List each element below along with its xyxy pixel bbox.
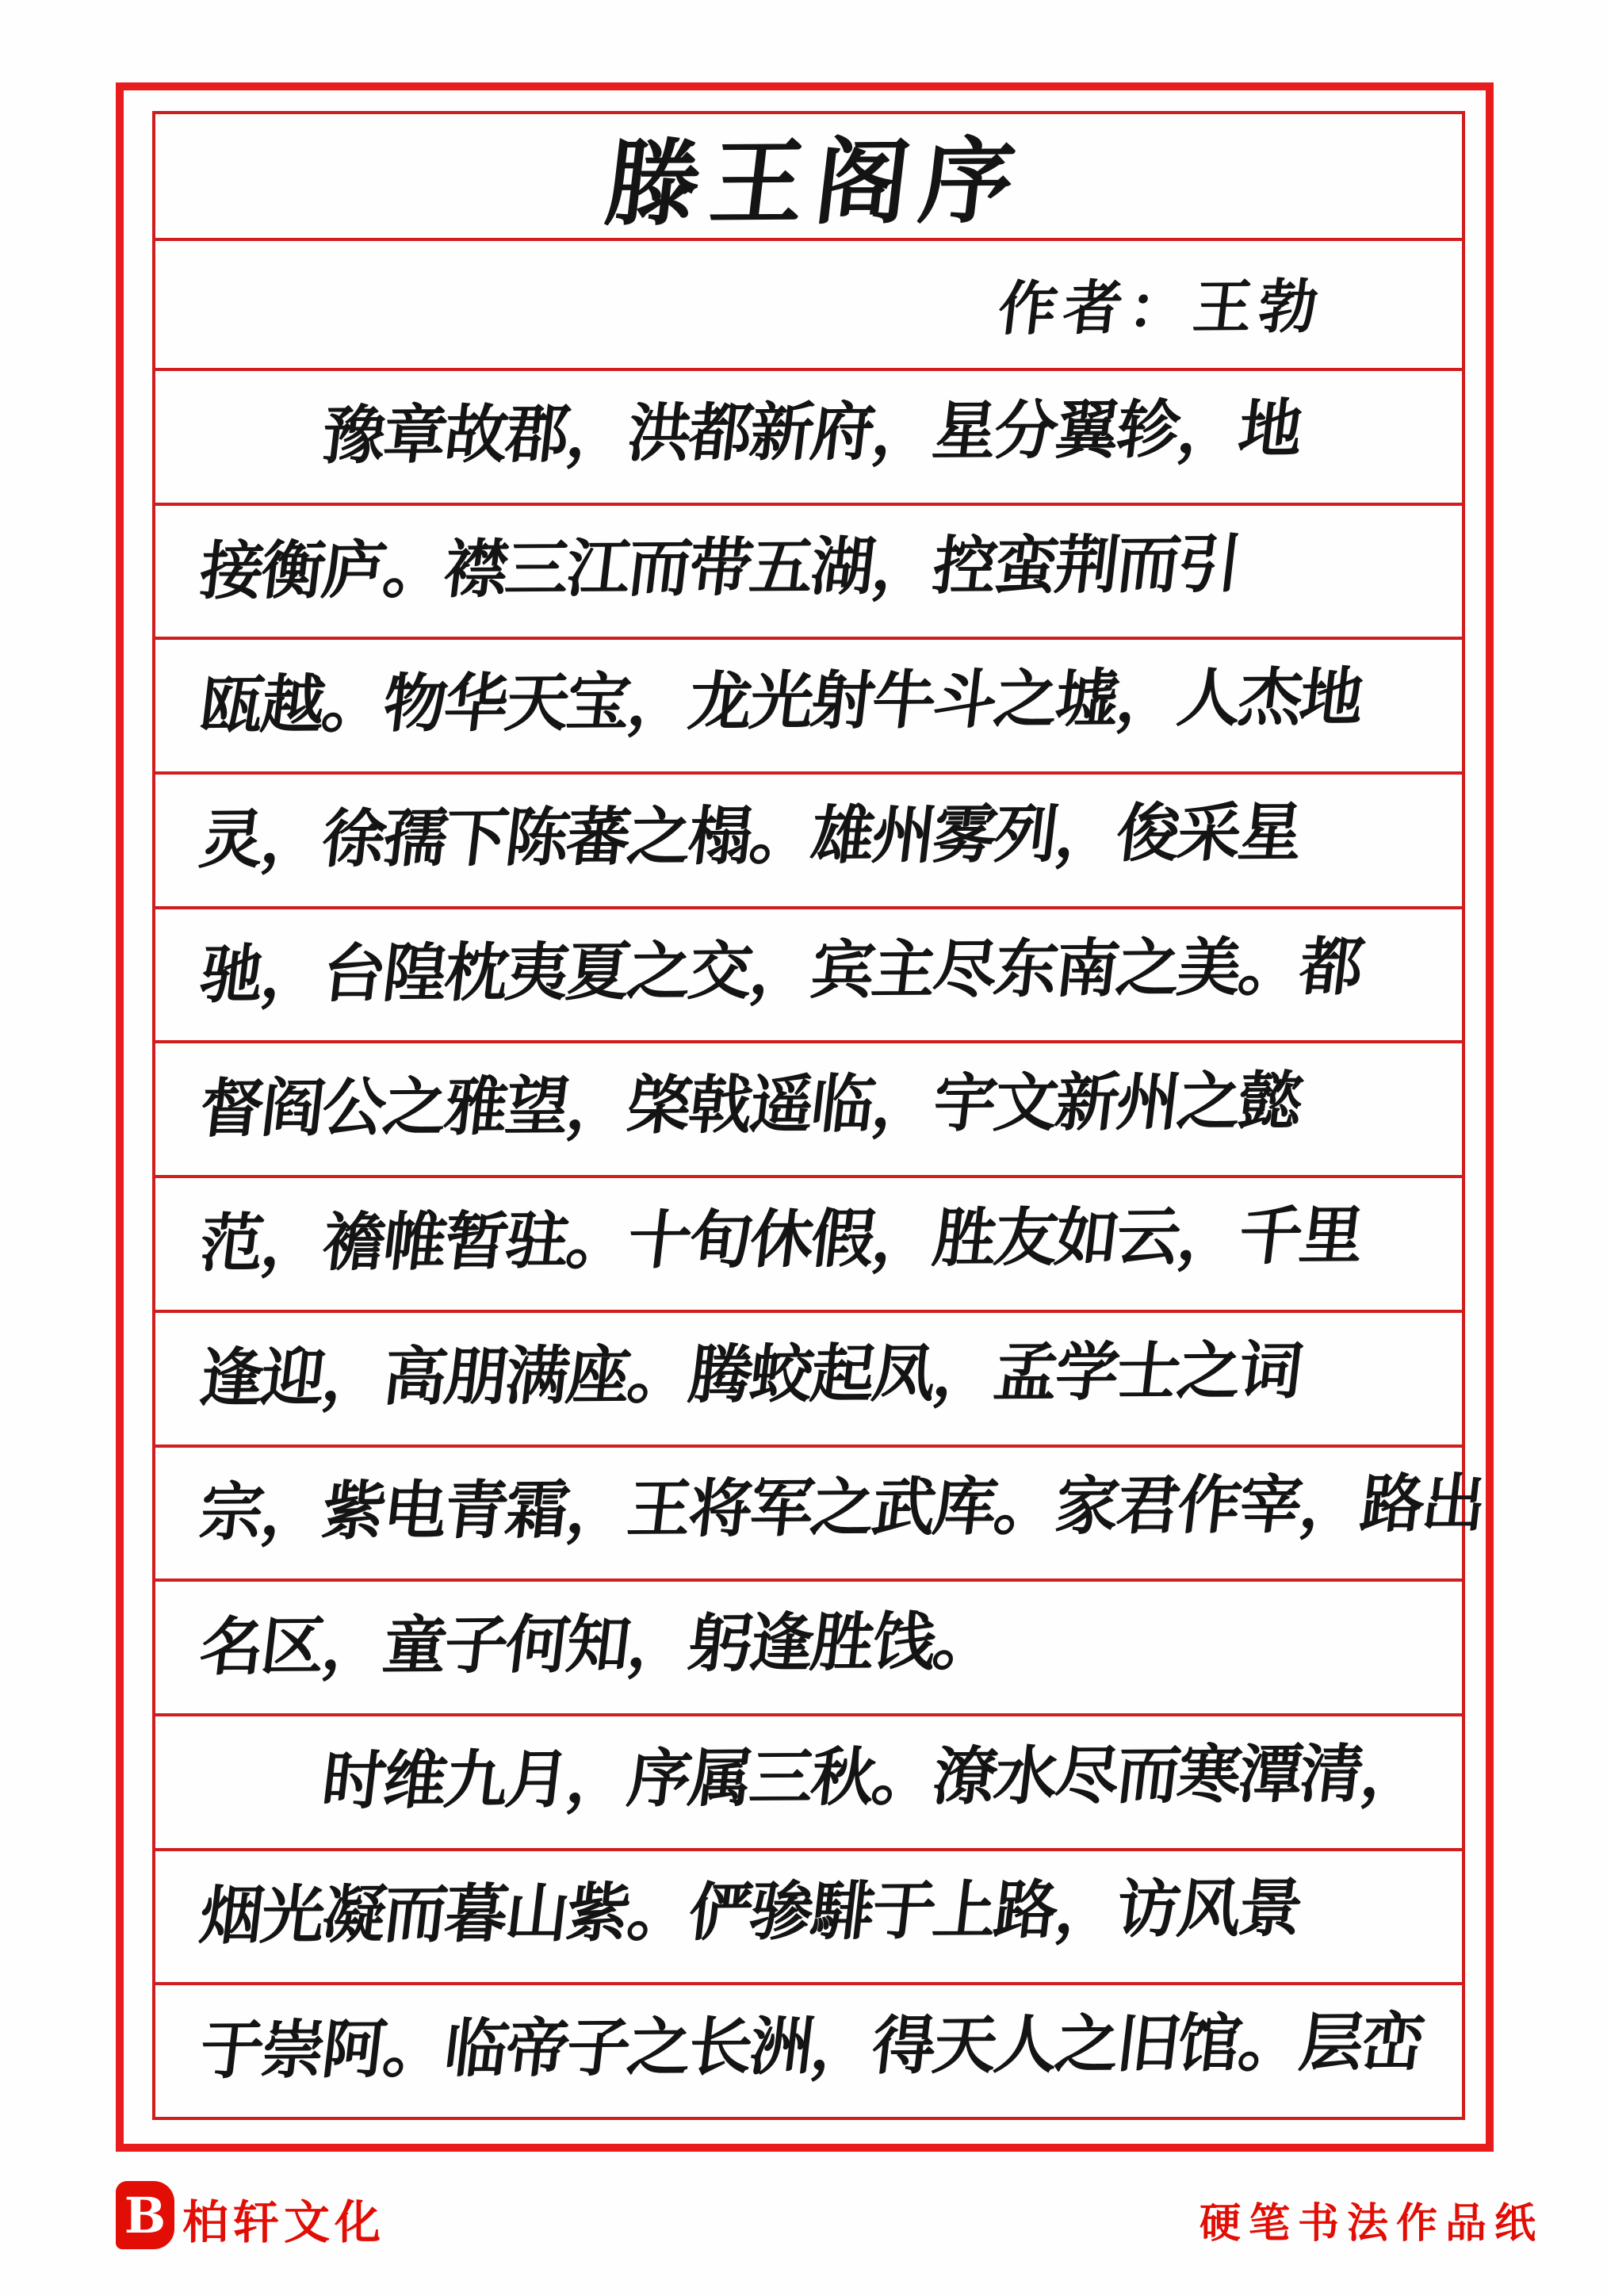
- brand-logo-icon: [116, 2181, 174, 2249]
- text-line-9: [155, 1448, 1488, 1582]
- text-line-12: [155, 1851, 1462, 1986]
- outer-border-frame: [116, 82, 1494, 2152]
- text-line-6: [155, 1043, 1462, 1178]
- text-line-4-text: 灵，徐孺下陈蕃之榻。雄州雾列，俊采星: [196, 795, 1305, 877]
- title-row: [155, 114, 1462, 241]
- text-line-8-text: 逢迎，高朋满座。腾蛟起凤，孟学士之词: [196, 1333, 1305, 1415]
- text-line-7-text: 范，襜帷暂驻。十旬休假，胜友如云，千里: [196, 1198, 1366, 1280]
- text-line-2: [155, 506, 1462, 641]
- text-line-8: [155, 1313, 1462, 1448]
- text-line-2-text: 接衡庐。襟三江而带五湖，控蛮荆而引: [196, 526, 1244, 608]
- text-line-11: [155, 1716, 1462, 1851]
- text-line-10-text: 名区，童子何知，躬逢胜饯。: [196, 1605, 999, 1685]
- text-line-5-text: 驰，台隍枕夷夏之交，宾主尽东南之美。都: [196, 929, 1366, 1012]
- text-line-5: [155, 909, 1462, 1044]
- text-line-6-text: 督阎公之雅望，棨戟遥临，宇文新州之懿: [196, 1064, 1305, 1146]
- text-line-1-text: 豫章故郡，洪都新府，星分翼轸，地: [196, 392, 1305, 473]
- text-line-9-text: 宗，紫电青霜，王将军之武库。家君作宰，路出: [196, 1467, 1488, 1550]
- text-line-11-text: 时维九月，序属三秋。潦水尽而寒潭清，: [196, 1735, 1427, 1819]
- inner-border-frame: [152, 111, 1488, 2120]
- paper-type-label: 硬笔书法作品纸: [1199, 2200, 1544, 2248]
- text-line-3: [155, 640, 1462, 775]
- author-line: 作者：王勃: [994, 273, 1328, 344]
- text-line-10: [155, 1582, 1462, 1716]
- text-line-4: [155, 775, 1462, 909]
- page-title: 滕王阁序: [599, 126, 1032, 239]
- text-line-7: [155, 1178, 1462, 1313]
- author-row: [155, 241, 1462, 371]
- brand: [116, 2179, 385, 2252]
- text-line-1: [155, 371, 1462, 506]
- text-line-13: [155, 1985, 1462, 2117]
- text-line-3-text: 瓯越。物华天宝，龙光射牛斗之墟，人杰地: [196, 660, 1366, 743]
- text-line-12-text: 烟光凝而暮山紫。俨骖騑于上路，访风景: [196, 1871, 1305, 1954]
- brand-logo-letter: B: [124, 2186, 166, 2244]
- text-line-13-text: 于崇阿。临帝子之长洲，得天人之旧馆。层峦: [196, 2005, 1427, 2088]
- brand-name: 柏轩文化: [182, 2195, 386, 2249]
- footer: [116, 2179, 1544, 2266]
